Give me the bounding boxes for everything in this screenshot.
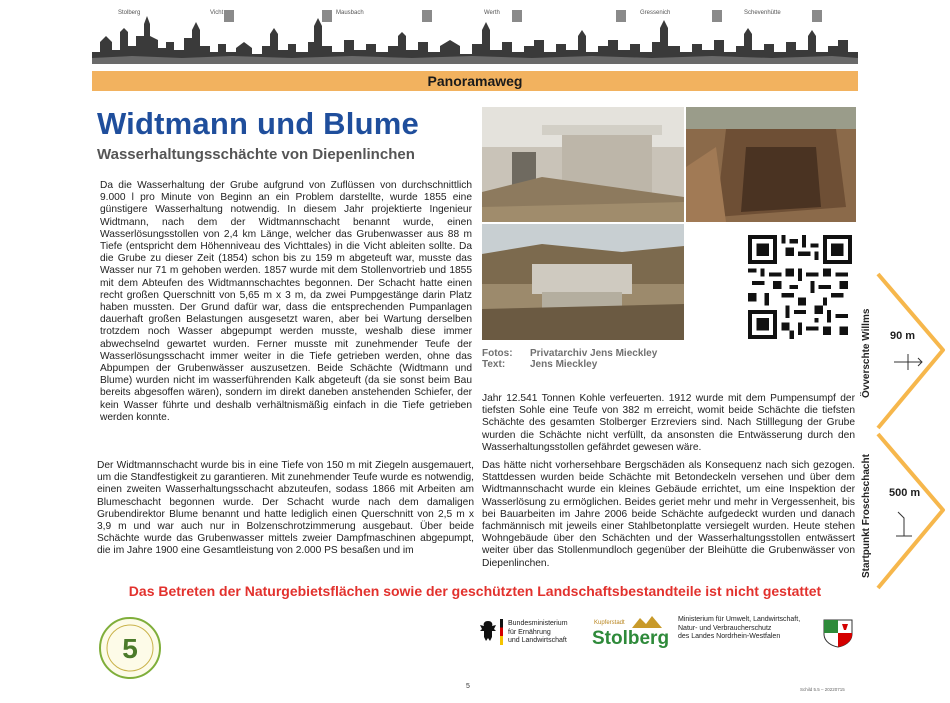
route-marker-bottom-arrow — [876, 432, 946, 592]
town-label: Vicht — [210, 10, 224, 16]
town-label: Mausbach — [336, 10, 364, 16]
route-header-bar: Panoramaweg — [92, 71, 858, 91]
credits-photos-label: Fotos: — [482, 348, 513, 359]
body-paragraph-2: Der Widtmannschacht wurde bis in eine Tiefe von 150 m mit Ziegeln ausgemauert, um die Standfestigkeit zu garantieren. Mit zunehmender Teufe wurde es notwendig, einen zweiten Wasserhaltungsschacht abzuteufen, sodass 1866 mit Arbeiten am Blumeschacht begonnen wurde. Der Schacht wurde nach dem damaligen Grubendirektor Blume benannt und hatte lediglich einen Querschnitt von 2,5 m x 3,9 m und war auch nur in Bolzenschrotzimmerung ausgebaut. Über beide Schächte wurde das Grubenwasser mittels zweier Dampfmaschinen abgepumpt, die im Jahre 1900 eine Gesamtleistung von 2.000 PS besaßen und im — [97, 460, 474, 557]
town-label: Werth — [484, 10, 500, 16]
ministry-nrw-logo-text: Ministerium für Umwelt, Landwirtschaft, Natur- und Verbraucherschutz des Landes Nordrhein-Westfalen — [678, 616, 801, 640]
credits — [482, 348, 657, 370]
page-title: Widtmann und Blume — [97, 106, 419, 141]
warning-notice: Das Betreten der Naturgebietsflächen sowie der geschützten Landschaftsbestandteile ist nicht gestattet — [128, 583, 822, 599]
body-paragraph-1: Da die Wasserhaltung der Grube aufgrund von Zuflüssen von durchschnittlich 9.000 l pro Minute von Beginn an ein Problem darstellte, wurde 1855 eine günstigere Wasserhaltung notwendig. In diesem Jahr projektierte Ingenieur Widtmann, nach dem der Widtmannschacht benannt wurde, einen Wasserlösungsstollen von 2,4 km Länge, welcher das Grubenwasser aus 88 m Tiefe (entspricht dem Höhenniveau des Vichttales) in die Vicht ableiten sollte. Da die Grube zu dieser Zeit (1854) schon bis zu 159 m abgeteuft war, musste das Wasser nur 71 m gehoben werden. 1857 wurde mit dem Stollenvortrieb und 1855 mit dem Abteufen des Widtmannschachtes begonnen. Der Schacht hatte einen recht großen Querschnitt von 5,65 m x 3 m, da zwei Pumpgestänge darin Platz haben mussten. Der Grund dafür war, dass die entsprechenden Pumpanlagen dauerhaft großen Belastungen ausgesetzt waren, aber bei Wartung derselben trotzdem noch Wasser abgepumpt werden musste, weshalb diese immer abwechselnd gewartet wurden. Ferner musste mit zunehmender Teufe der Wasserlösungsschacht immer weiter in die Tiefe getrieben werden, ohne das Abpumpen der Grubenwässer auszusetzen. Beide Schächte (Widtmann und Blume) wurden nicht im wasserführenden Kalk abgeteuft (da sie sonst beim Bau bereits abgesoffen wären), sondern im direkt daneben anstehenden Schiefer, der kein Wasser führte und deshalb verhältnismäßig einfach in die Tiefe getrieben werden konnte. — [100, 180, 472, 423]
town-skyline-banner — [92, 6, 858, 64]
town-label: Gressenich — [640, 10, 671, 16]
stolberg-logo-small: Kupferstadt — [594, 620, 625, 626]
ministry-federal-logo-text: Bundesministerium für Ernährung und Landwirtschaft — [508, 620, 568, 644]
body-paragraph-3: Jahr 12.541 Tonnen Kohle verfeuerten. 1912 wurde mit dem Pumpensumpf der tiefsten Sohle eine Teufe von 382 m erreicht, womit beide Schächte die tiefsten Schächte des gesamten Stolberger Erzreviers sind. Nach Stilllegung der Grube wurden die Schächte nicht verfüllt, da ansonsten die Entwässerung durch den Wasserhaltungsstollen gefährdet gewesen wäre. — [482, 393, 855, 453]
town-label: Stolberg — [118, 10, 141, 16]
nrw-crest-icon — [822, 618, 854, 648]
badge-number: 5 — [122, 633, 138, 664]
page-number: 5 — [466, 683, 470, 690]
qr-code[interactable] — [748, 235, 852, 339]
marker-bottom-name: Startpunkt Froschschacht — [861, 454, 872, 578]
page-subtitle: Wasserhaltungsschächte von Diepenlinchen — [97, 146, 415, 163]
credits-text-value: Jens Mieckley — [530, 359, 598, 370]
body-paragraph-4: Das hätte nicht vorhersehbare Bergschäden als Konsequenz nach sich gezogen. Stattdessen wurden beide Schächte mit Betondeckeln versehen und über dem Widtmannschacht wurde ein kleines Gebäude errichtet, um eine Inspektion der Wasserlösung zu ermöglichen. Beides geriet mehr und mehr in Vergessenheit, bis bei Bauarbeiten im Jahre 2006 beide Schächte aufgedeckt wurden und danach fachmännisch mit jeweils einer Stahlbetonplatte versiegelt wurden. Heute stehen Wohngebäude über den Schächten und der Wasserhaltungsstollen entwässert weiter über das Stollenmundloch gegenüber der Bleihütte die Grubenwässer von Diepenlinchen. — [482, 460, 855, 569]
route-marker-top-arrow — [876, 272, 946, 432]
german-flag-stripe — [500, 619, 503, 645]
stolberg-logo — [592, 614, 670, 654]
stolberg-logo-text: Stolberg — [592, 628, 670, 649]
anniversary-badge-logo — [98, 616, 162, 680]
photo-concrete-cover — [482, 224, 684, 340]
marker-top-distance: 90 m — [890, 330, 916, 342]
sign-code: Schild 5.5 – 20220715 — [800, 687, 845, 692]
credits-photos-value: Privatarchiv Jens Mieckley — [530, 348, 658, 359]
federal-eagle-icon — [478, 619, 498, 643]
marker-bottom-distance: 500 m — [889, 487, 921, 499]
photo-open-shaft — [686, 107, 856, 222]
credits-text-label: Text: — [482, 359, 506, 370]
marker-top-name: Övverschte Willms — [861, 308, 872, 398]
photo-shaft-building — [482, 107, 684, 222]
town-label: Schevenhütte — [744, 10, 781, 16]
